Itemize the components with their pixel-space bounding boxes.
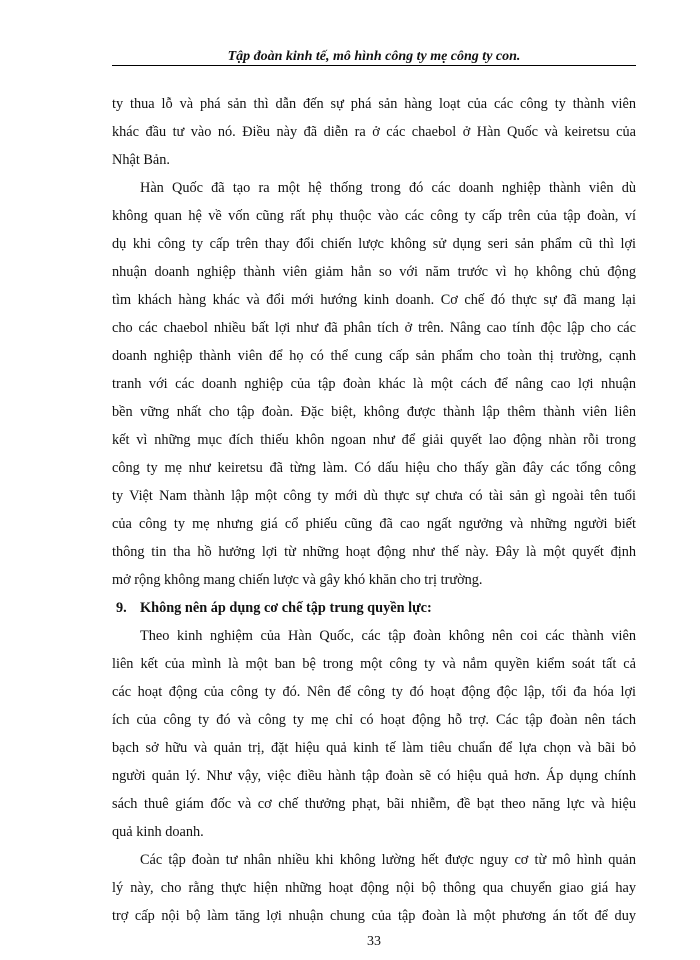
text-line: quả kinh doanh. [112, 824, 204, 840]
text-line: ty Việt Nam thành lập một công ty mới dù thực sự chưa có tài sản gì ngoài tên tuổi [112, 488, 636, 504]
text-line: doanh nghiệp thành viên để họ có thể cung cấp sản phẩm cho toàn thị trường, cạnh [112, 348, 636, 364]
section-heading: Không nên áp dụng cơ chế tập trung quyền lực: [140, 600, 432, 616]
text-line: công ty mẹ như keiretsu đã từng làm. Có dấu hiệu cho thấy gần đây các tổng công [112, 460, 636, 476]
text-line: lý này, cho rằng thực hiện những hoạt động nội bộ thông qua chuyển giao giá hay [112, 880, 636, 896]
text-line: trợ cấp nội bộ làm tăng lợi nhuận chung của tập đoàn là một phương án tốt để duy [112, 908, 636, 924]
text-line: Theo kinh nghiệm của Hàn Quốc, các tập đoàn không nên coi các thành viên [140, 628, 636, 644]
text-line: thông tin tha hồ hưởng lợi từ những hoạt động như thế này. Đây là một quyết định [112, 544, 636, 560]
page-number: 33 [367, 934, 381, 949]
text-line: Hàn Quốc đã tạo ra một hệ thống trong đó các doanh nghiệp thành viên dù [140, 180, 636, 196]
text-line: bạch sở hữu và quản trị, đặt hiệu quả kinh tế làm tiêu chuẩn để lựa chọn và bãi bỏ [112, 740, 636, 756]
text-line: sách thuê giám đốc và cơ chế thưởng phạt, bãi nhiễm, đề bạt theo năng lực và hiệu [112, 796, 636, 812]
text-line: người quản lý. Như vậy, việc điều hành tập đoàn sẽ có hiệu quả hơn. Áp dụng chính [112, 768, 636, 784]
text-line: mở rộng không mang chiến lược và gây khó khăn cho trị trường. [112, 572, 483, 588]
text-line: các hoạt động của công ty đó. Nên để công ty đó hoạt động độc lập, tối đa hóa lợi [112, 684, 636, 700]
text-line: Nhật Bản. [112, 152, 170, 168]
running-header: Tập đoàn kinh tế, mô hình công ty mẹ công ty con. [227, 49, 521, 64]
text-line: cho các chaebol nhiều bất lợi như đã phân tích ở trên. Nâng cao tính độc lập cho các [112, 320, 636, 336]
text-line: Các tập đoàn tư nhân nhiều khi không lường hết được nguy cơ từ mô hình quản [140, 852, 636, 868]
text-line: kết vì những mục đích thiếu khôn ngoan như để giải quyết lao động nhàn rỗi trong [112, 432, 636, 448]
text-line: tranh với các doanh nghiệp của tập đoàn khác là một cách để nâng cao lợi nhuận [112, 376, 636, 392]
text-line: dụ khi công ty cấp trên thay đổi chiến lược không sử dụng seri sản phẩm cũ thì lợi [112, 236, 636, 252]
text-line: liên kết của mình là một ban bệ trong một công ty và nắm quyền kiểm soát tất cả [112, 656, 636, 672]
section-number: 9. [116, 600, 127, 616]
text-line: ích của công ty đó và công ty mẹ chỉ có hoạt động hỗ trợ. Các tập đoàn nên tách [112, 712, 636, 728]
text-line: tìm khách hàng khác và đổi mới hướng kinh doanh. Cơ chế đó thực sự đã mang lại [112, 292, 636, 308]
text-line: khác đầu tư vào nó. Điều này đã diễn ra ở các chaebol ở Hàn Quốc và keiretsu của [112, 124, 636, 140]
text-line: của công ty mẹ nhưng giá cổ phiếu cũng đã cao ngất ngưởng và những người biết [112, 516, 636, 532]
text-line: nhuận doanh nghiệp thành viên giảm hẳn so với năm trước vì họ không chủ động [112, 264, 636, 280]
text-line: ty thua lỗ và phá sản thì dẫn đến sự phá sản hàng loạt của các công ty thành viên [112, 96, 636, 112]
header-rule [112, 65, 636, 66]
text-line: không quan hệ về vốn cũng rất phụ thuộc vào các công ty cấp trên của tập đoàn, ví [112, 208, 636, 224]
text-line: bền vững nhất cho tập đoàn. Đặc biệt, không được thành lập thêm thành viên liên [112, 404, 636, 420]
